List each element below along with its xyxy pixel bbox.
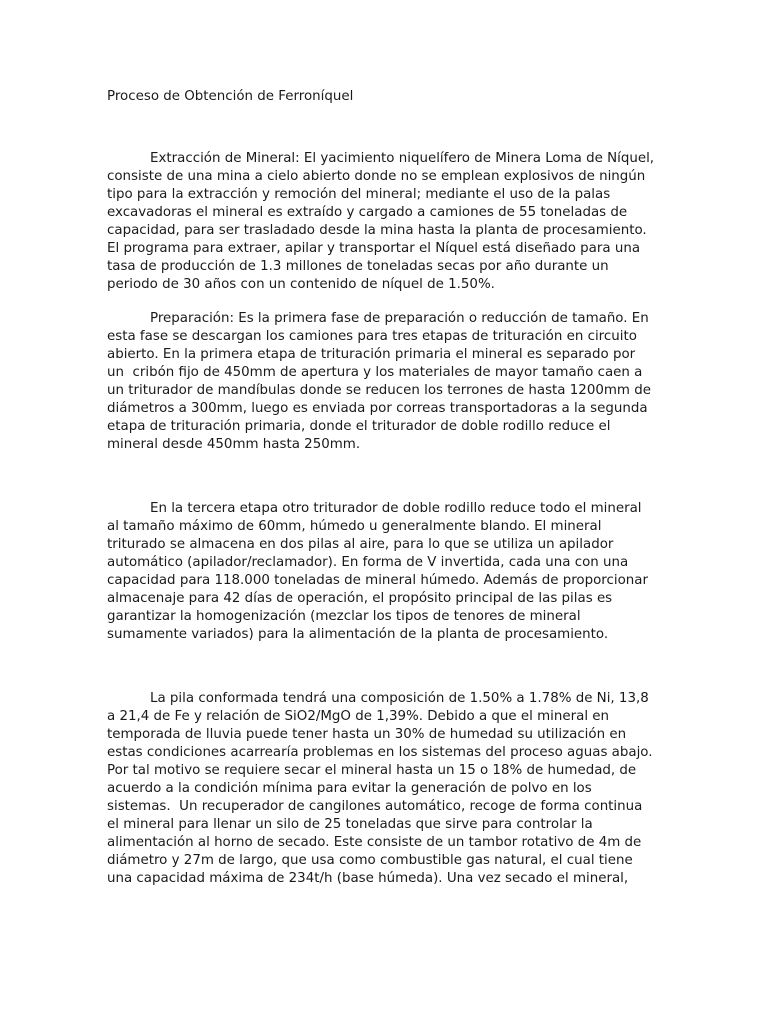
paragraph-line: el mineral para llenar un silo de 25 toneladas que sirve para controlar la — [107, 817, 593, 832]
paragraph-preparation — [107, 310, 669, 454]
paragraph-line: a 21,4 de Fe y relación de SiO2/MgO de 1,39%. Debido a que el mineral en — [107, 709, 610, 724]
paragraph-line: Por tal motivo se requiere secar el mineral hasta un 15 o 18% de humedad, de — [107, 763, 637, 778]
title-line: Proceso de Obtención de Ferroníquel — [107, 89, 354, 104]
paragraph-line: automático (apilador/reclamador). En forma de V invertida, cada una con una — [107, 555, 629, 570]
paragraph-line: diámetros a 300mm, luego es enviada por correas transportadoras a la segunda — [107, 401, 648, 416]
paragraph-line: tasa de producción de 1.3 millones de toneladas secas por año durante un — [107, 259, 609, 274]
paragraph-line: diámetro y 27m de largo, que usa como combustible gas natural, el cual tiene — [107, 853, 633, 868]
paragraph-line: temporada de lluvia puede tener hasta un 30% de humedad su utilización en — [107, 727, 627, 742]
paragraph-line: La pila conformada tendrá una composición de 1.50% a 1.78% de Ni, 13,8 — [150, 691, 649, 706]
paragraph-line: capacidad, para ser trasladado desde la mina hasta la planta de procesamiento. — [107, 223, 647, 238]
paragraph-line: consiste de una mina a cielo abierto donde no se emplean explosivos de ningún — [107, 169, 646, 184]
paragraph-line: un cribón fijo de 450mm de apertura y los materiales de mayor tamaño caen a — [107, 365, 643, 380]
paragraph-line: El programa para extraer, apilar y transportar el Níquel está diseñado para una — [107, 241, 641, 256]
document-title — [107, 88, 669, 106]
paragraph-line: acuerdo a la condición mínima para evitar la generación de polvo en los — [107, 781, 592, 796]
paragraph-line: sistemas. Un recuperador de cangilones automático, recoge de forma continua — [107, 799, 643, 814]
paragraph-line: excavadoras el mineral es extraído y cargado a camiones de 55 toneladas de — [107, 205, 628, 220]
paragraph-line: abierto. En la primera etapa de trituración primaria el mineral es separado por — [107, 347, 636, 362]
paragraph-line: esta fase se descargan los camiones para tres etapas de trituración en circuito — [107, 329, 637, 344]
paragraph-line: Extracción de Mineral: El yacimiento niquelífero de Minera Loma de Níquel, — [150, 151, 655, 166]
paragraph-third-stage — [107, 500, 669, 644]
paragraph-pile-composition — [107, 690, 669, 888]
paragraph-line: capacidad para 118.000 toneladas de mineral húmedo. Además de proporcionar — [107, 573, 648, 588]
paragraph-line: mineral desde 450mm hasta 250mm. — [107, 437, 361, 452]
paragraph-line: estas condiciones acarrearía problemas en los sistemas del proceso aguas abajo. — [107, 745, 653, 760]
paragraph-line: En la tercera etapa otro triturador de doble rodillo reduce todo el mineral — [150, 501, 642, 516]
paragraph-line: un triturador de mandíbulas donde se reducen los terrones de hasta 1200mm de — [107, 383, 651, 398]
paragraph-line: al tamaño máximo de 60mm, húmedo u generalmente blando. El mineral — [107, 519, 602, 534]
paragraph-line: periodo de 30 años con un contenido de níquel de 1.50%. — [107, 277, 495, 292]
paragraph-line: garantizar la homogenización (mezclar los tipos de tenores de mineral — [107, 609, 581, 624]
paragraph-line: una capacidad máxima de 234t/h (base húmeda). Una vez secado el mineral, — [107, 871, 629, 886]
paragraph-line: sumamente variados) para la alimentación de la planta de procesamiento. — [107, 627, 609, 642]
paragraph-line: triturado se almacena en dos pilas al aire, para lo que se utiliza un apilador — [107, 537, 614, 552]
paragraph-line: almacenaje para 42 días de operación, el propósito principal de las pilas es — [107, 591, 613, 606]
paragraph-line: tipo para la extracción y remoción del mineral; mediante el uso de la palas — [107, 187, 611, 202]
paragraph-line: Preparación: Es la primera fase de preparación o reducción de tamaño. En — [150, 311, 649, 326]
paragraph-extraction — [107, 150, 669, 294]
paragraph-line: alimentación al horno de secado. Este consiste de un tambor rotativo de 4m de — [107, 835, 642, 850]
paragraph-line: etapa de trituración primaria, donde el triturador de doble rodillo reduce el — [107, 419, 611, 434]
